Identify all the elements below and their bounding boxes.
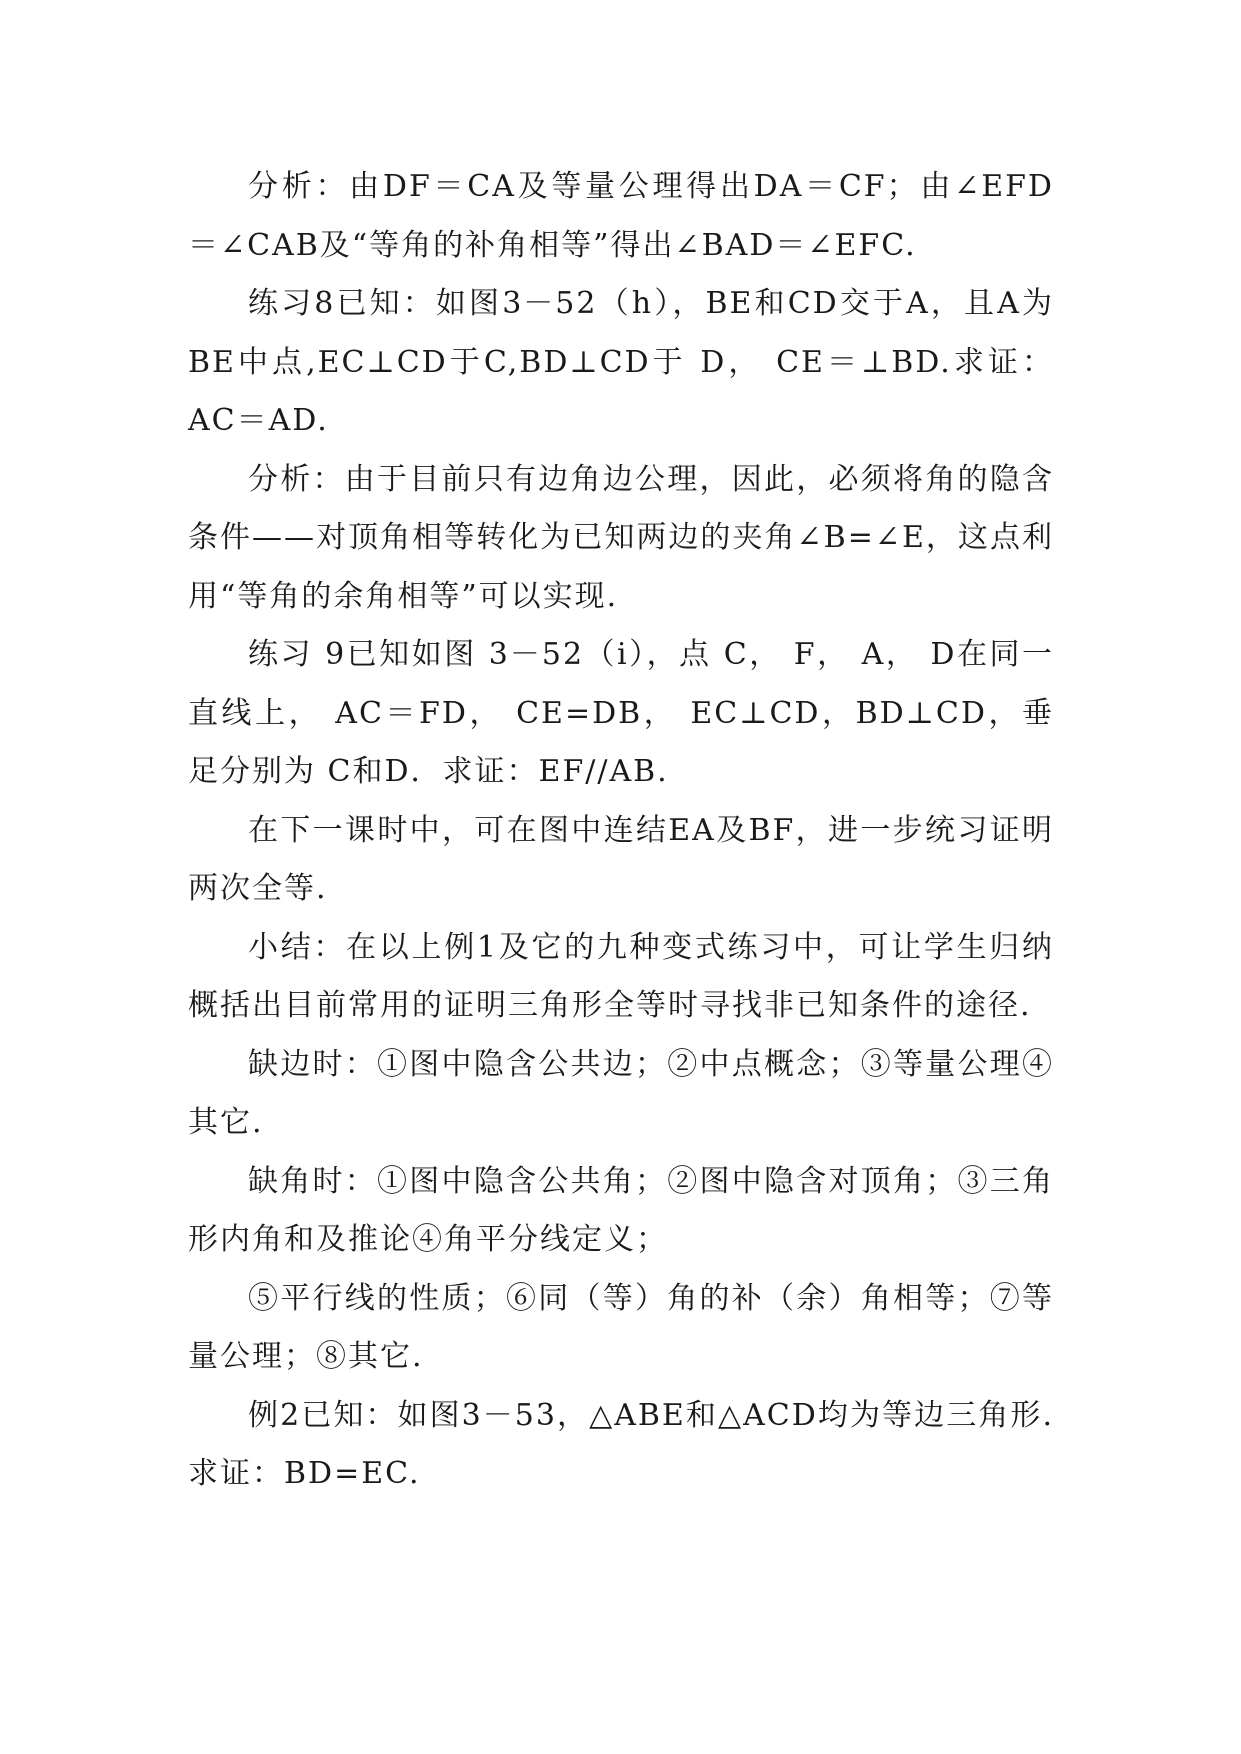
paragraph-missing-side: 缺边时：①图中隐含公共边；②中点概念；③等量公理④其它. [188,1046,1054,1140]
paragraph-analysis-2: 分析：由于目前只有边角边公理，因此，必须将角的隐含条件——对顶角相等转化为已知两边的夹角∠B=∠E，这点利用“等角的余角相等”可以实现. [188,461,1054,614]
paragraph-analysis-1: 分析：由DF＝CA及等量公理得出DA＝CF；由∠EFD＝∠CAB及“等角的补角相等”得出∠BAD＝∠EFC. [188,169,1054,263]
paragraph-example-2: 例2已知：如图3－53，△ABE和△ACD均为等边三角形.求证：BD=EC. [188,1397,1054,1491]
paragraph-missing-angle: 缺角时：①图中隐含公共角；②图中隐含对顶角；③三角形内角和及推论④角平分线定义； [188,1163,1054,1257]
paragraph-summary: 小结：在以上例1及它的九种变式练习中，可让学生归纳概括出目前常用的证明三角形全等时寻找非已知条件的途径. [188,929,1054,1023]
paragraph-exercise-8: 练习8已知：如图3－52（h），BE和CD交于A，且A为BE中点,EC⊥CD于C,BD⊥CD于 D， CE＝⊥BD.求证： AC＝AD. [188,286,1054,438]
paragraph-missing-angle-cont: ⑤平行线的性质；⑥同（等）角的补（余）角相等；⑦等量公理；⑧其它. [188,1280,1054,1374]
paragraph-exercise-9: 练习 9已知如图 3－52（i），点 C， F， A， D在同一直线上， AC＝FD， CE=DB， EC⊥CD，BD⊥CD，垂足分别为 C和D．求证：EF//AB. [188,637,1054,789]
document-body [188,158,1054,1504]
paragraph-next-lesson: 在下一课时中，可在图中连结EA及BF，进一步统习证明两次全等. [188,812,1054,906]
